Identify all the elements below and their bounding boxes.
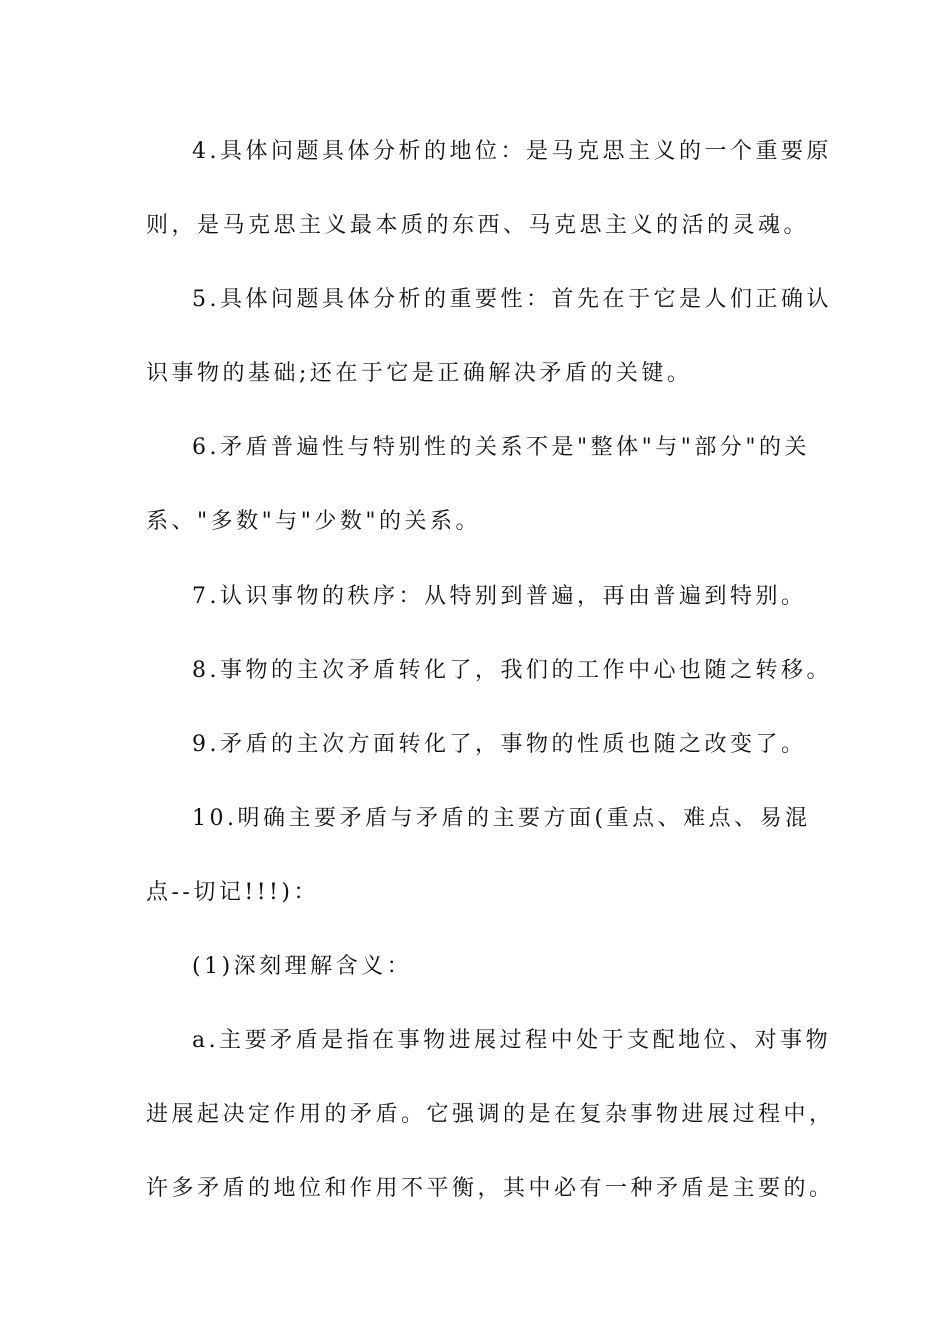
paragraph-line: 识事物的基础;还在于它是正确解决矛盾的关键。 [146,361,693,386]
paragraph-line: 进展起决定作用的矛盾。它强调的是在复杂事物进展过程中， [146,1102,835,1127]
paragraph-line: 10.明确主要矛盾与矛盾的主要方面(重点、难点、易混 [192,806,811,831]
paragraph-line: 9.矛盾的主次方面转化了，事物的性质也随之改变了。 [192,732,807,757]
paragraph-line: 则，是马克思主义最本质的东西、马克思主义的活的灵魂。 [146,213,810,238]
paragraph-line: 系、"多数"与"少数"的关系。 [146,509,481,534]
paragraph-line: a.主要矛盾是指在事物进展过程中处于支配地位、对事物 [192,1028,832,1053]
paragraph-line: 5.具体问题具体分析的重要性：首先在于它是人们正确认 [192,287,832,312]
paragraph-line: 4.具体问题具体分析的地位：是马克思主义的一个重要原 [192,139,832,164]
paragraph-line: 7.认识事物的秩序：从特别到普遍，再由普遍到特别。 [192,584,807,609]
paragraph-line: (1)深刻理解含义： [192,954,413,979]
paragraph-line: 许多矛盾的地位和作用不平衡，其中必有一种矛盾是主要的。 [146,1176,835,1201]
paragraph-line: 6.矛盾普遍性与特别性的关系不是"整体"与"部分"的关 [192,435,810,460]
paragraph-line: 点--切记!!!)： [146,880,319,905]
paragraph-line: 8.事物的主次矛盾转化了，我们的工作中心也随之转移。 [192,658,832,683]
